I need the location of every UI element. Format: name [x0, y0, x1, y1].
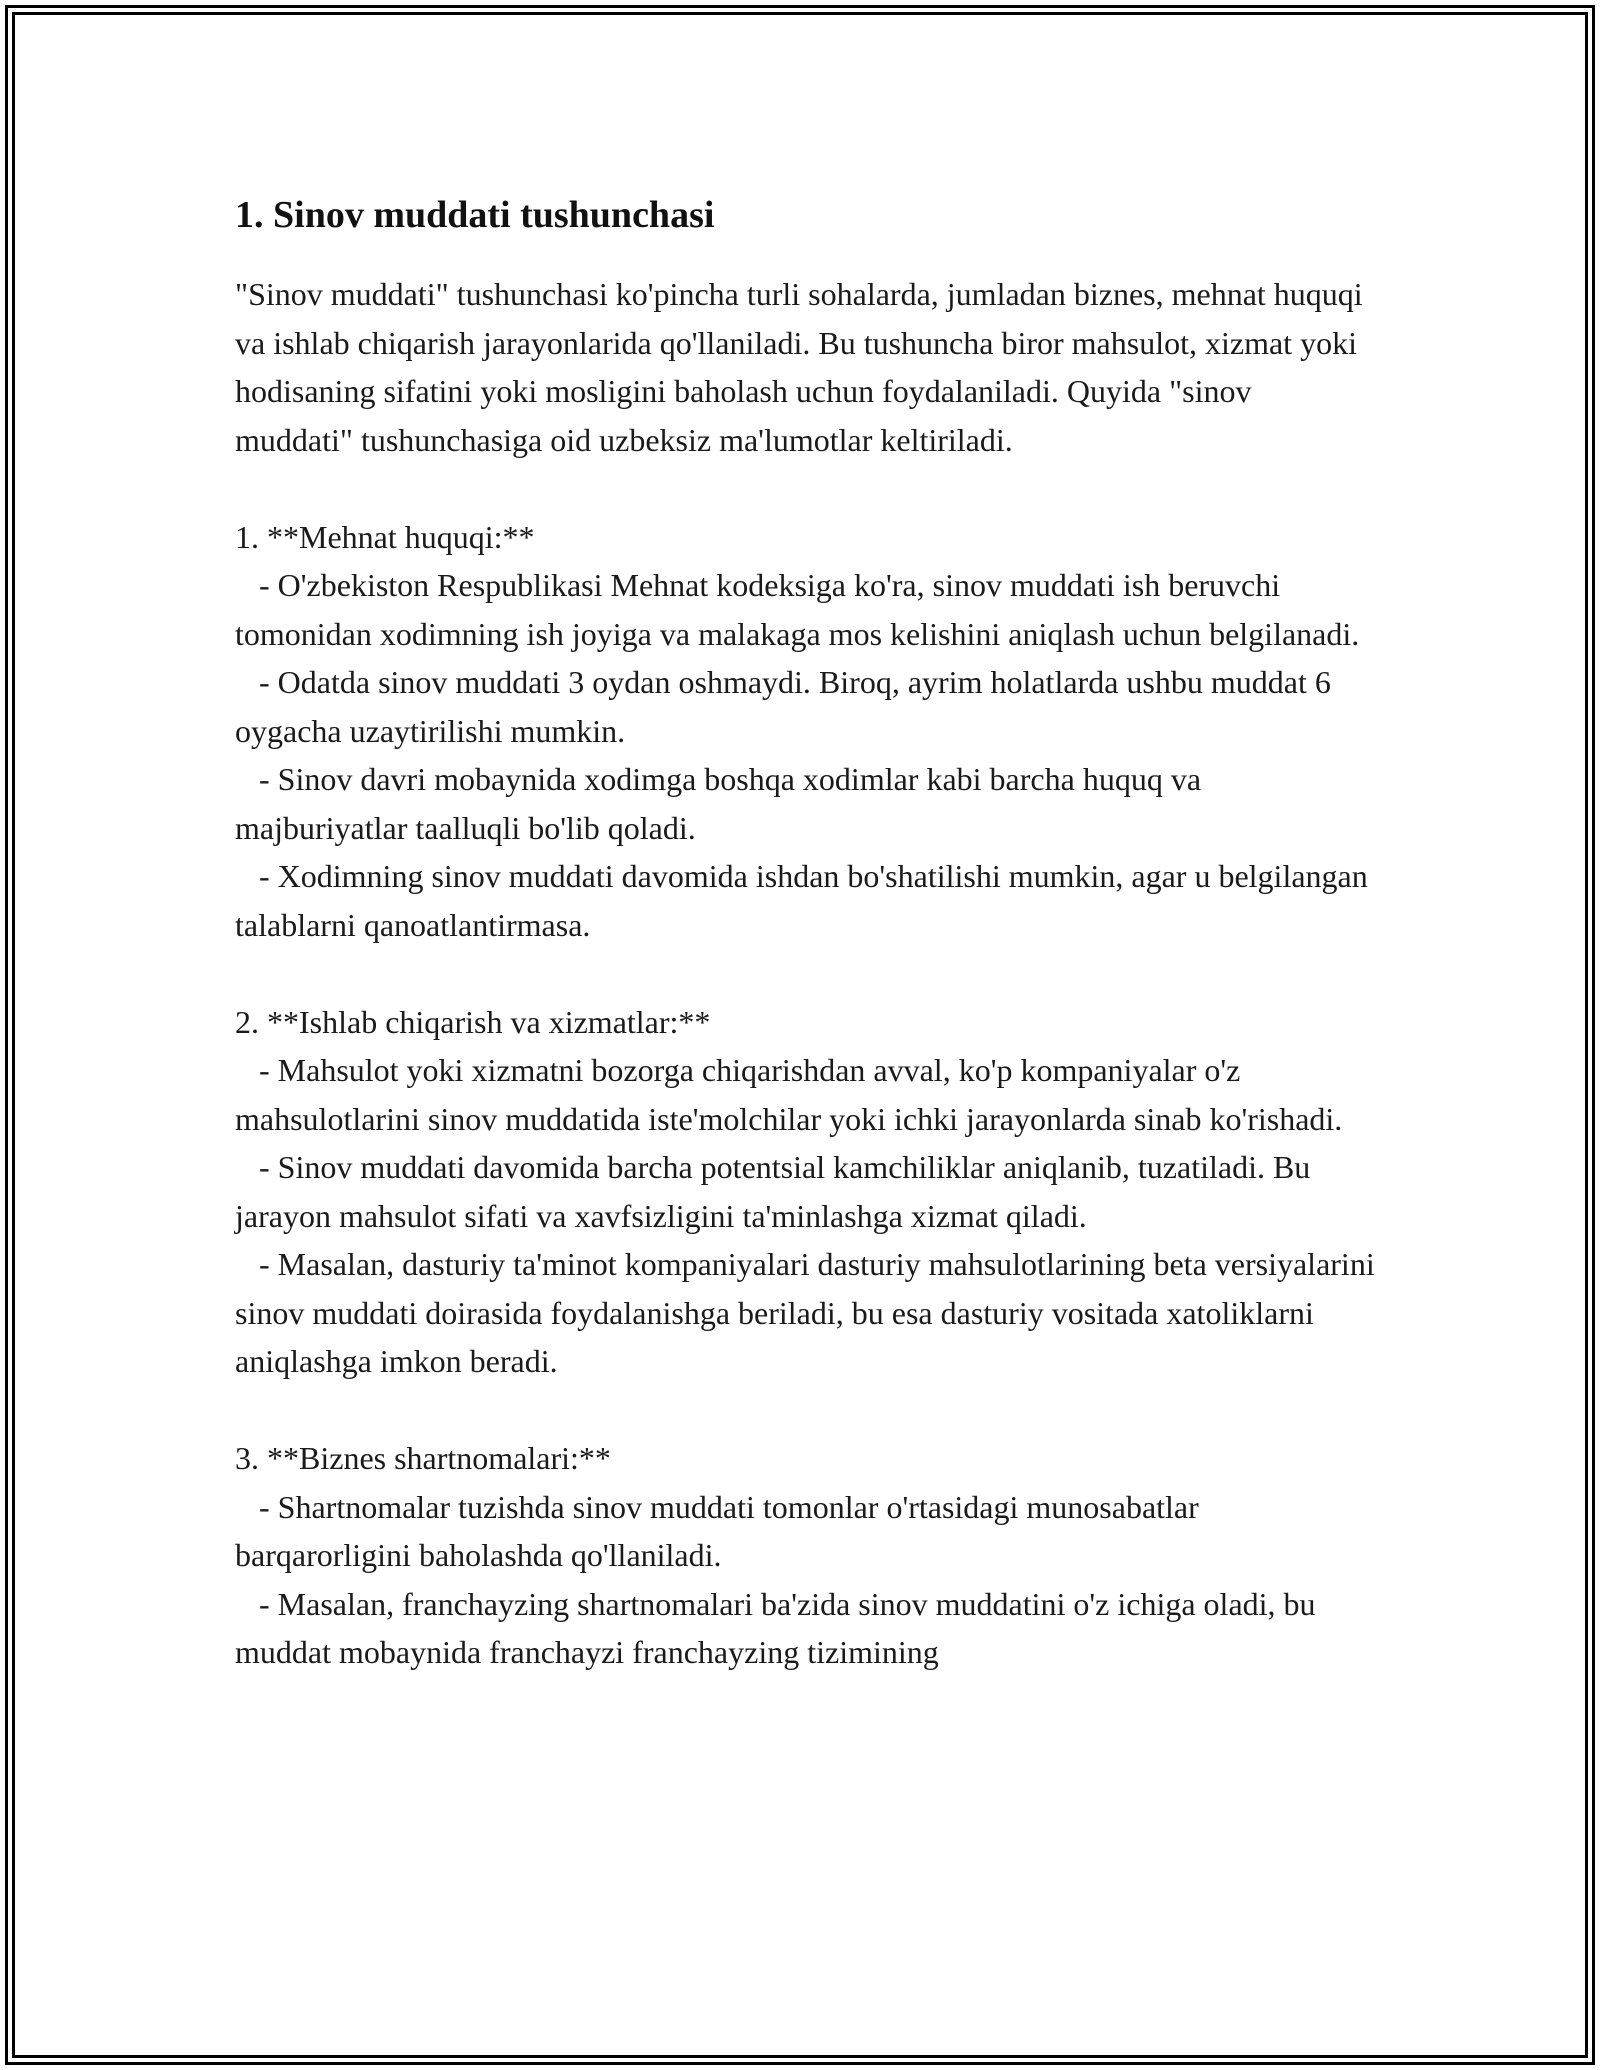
document-title: 1. Sinov muddati tushunchasi	[235, 194, 715, 236]
spacer	[235, 1386, 1375, 1435]
spacer	[235, 949, 1375, 998]
list-item: - Sinov davri mobaynida xodimga boshqa xodimlar kabi barcha huquq va majburiyatlar taalluqli bo'lib qoladi.	[235, 761, 1210, 846]
list-item: - Masalan, franchayzing shartnomalari ba'zida sinov muddatini o'z ichiga oladi, bu muddat mobaynida franchayzi franchayzing tizimining	[235, 1585, 1324, 1670]
document-body	[235, 180, 1383, 1677]
section-heading: 3. **Biznes shartnomalari:**	[235, 1440, 611, 1476]
list-item: - Masalan, dasturiy ta'minot kompaniyalari dasturiy mahsulotlarining beta versiyalarini sinov muddati doirasida foydalanishga beriladi, bu esa dasturiy vositada xatoliklarni aniqlashga imkon beradi.	[235, 1246, 1383, 1379]
list-item: - Sinov muddati davomida barcha potentsial kamchiliklar aniqlanib, tuzatiladi. Bu jarayon mahsulot sifati va xavfsizligini ta'minlashga xizmat qiladi.	[235, 1149, 1319, 1234]
section-labor-law	[235, 513, 1375, 950]
section-heading: 2. **Ishlab chiqarish va xizmatlar:**	[235, 1003, 711, 1040]
section-production-services	[235, 998, 1383, 1386]
list-item: - Odatda sinov muddati 3 oydan oshmaydi. Biroq, ayrim holatlarda ushbu muddat 6 oygacha uzaytirilishi mumkin.	[235, 664, 1339, 749]
section-business-contracts	[235, 1434, 1375, 1677]
list-item: - Shartnomalar tuzishda sinov muddati tomonlar o'rtasidagi munosabatlar barqarorligini baholashda qo'llaniladi.	[235, 1488, 1207, 1573]
intro-paragraph: "Sinov muddati" tushunchasi ko'pincha turli sohalarda, jumladan biznes, mehnat huquqi va ishlab chiqarish jarayonlarida qo'llaniladi. Bu tushuncha biror mahsulot, xizmat yoki hodisaning sifatini yoki mosligini baholash uchun foydalaniladi. Quyida "sinov muddati" tushunchasiga oid uzbeksiz ma'lumotlar keltiriladi.	[235, 276, 1371, 458]
list-item: - Mahsulot yoki xizmatni bozorga chiqarishdan avval, ko'p kompaniyalar o'z mahsulotlarini sinov muddatida iste'molchilar yoki ichki jarayonlarda sinab ko'rishadi.	[235, 1052, 1343, 1137]
list-item: - Xodimning sinov muddati davomida ishdan bo'shatilishi mumkin, agar u belgilangan talablarni qanoatlantirmasa.	[235, 858, 1376, 943]
spacer	[235, 464, 1375, 513]
section-heading: 1. **Mehnat huquqi:**	[235, 518, 535, 555]
list-item: - O'zbekiston Respublikasi Mehnat kodeksiga ko'ra, sinov muddati ish beruvchi tomonidan xodimning ish joyiga va malakaga mos kelishini aniqlash uchun belgilanadi.	[235, 567, 1360, 652]
